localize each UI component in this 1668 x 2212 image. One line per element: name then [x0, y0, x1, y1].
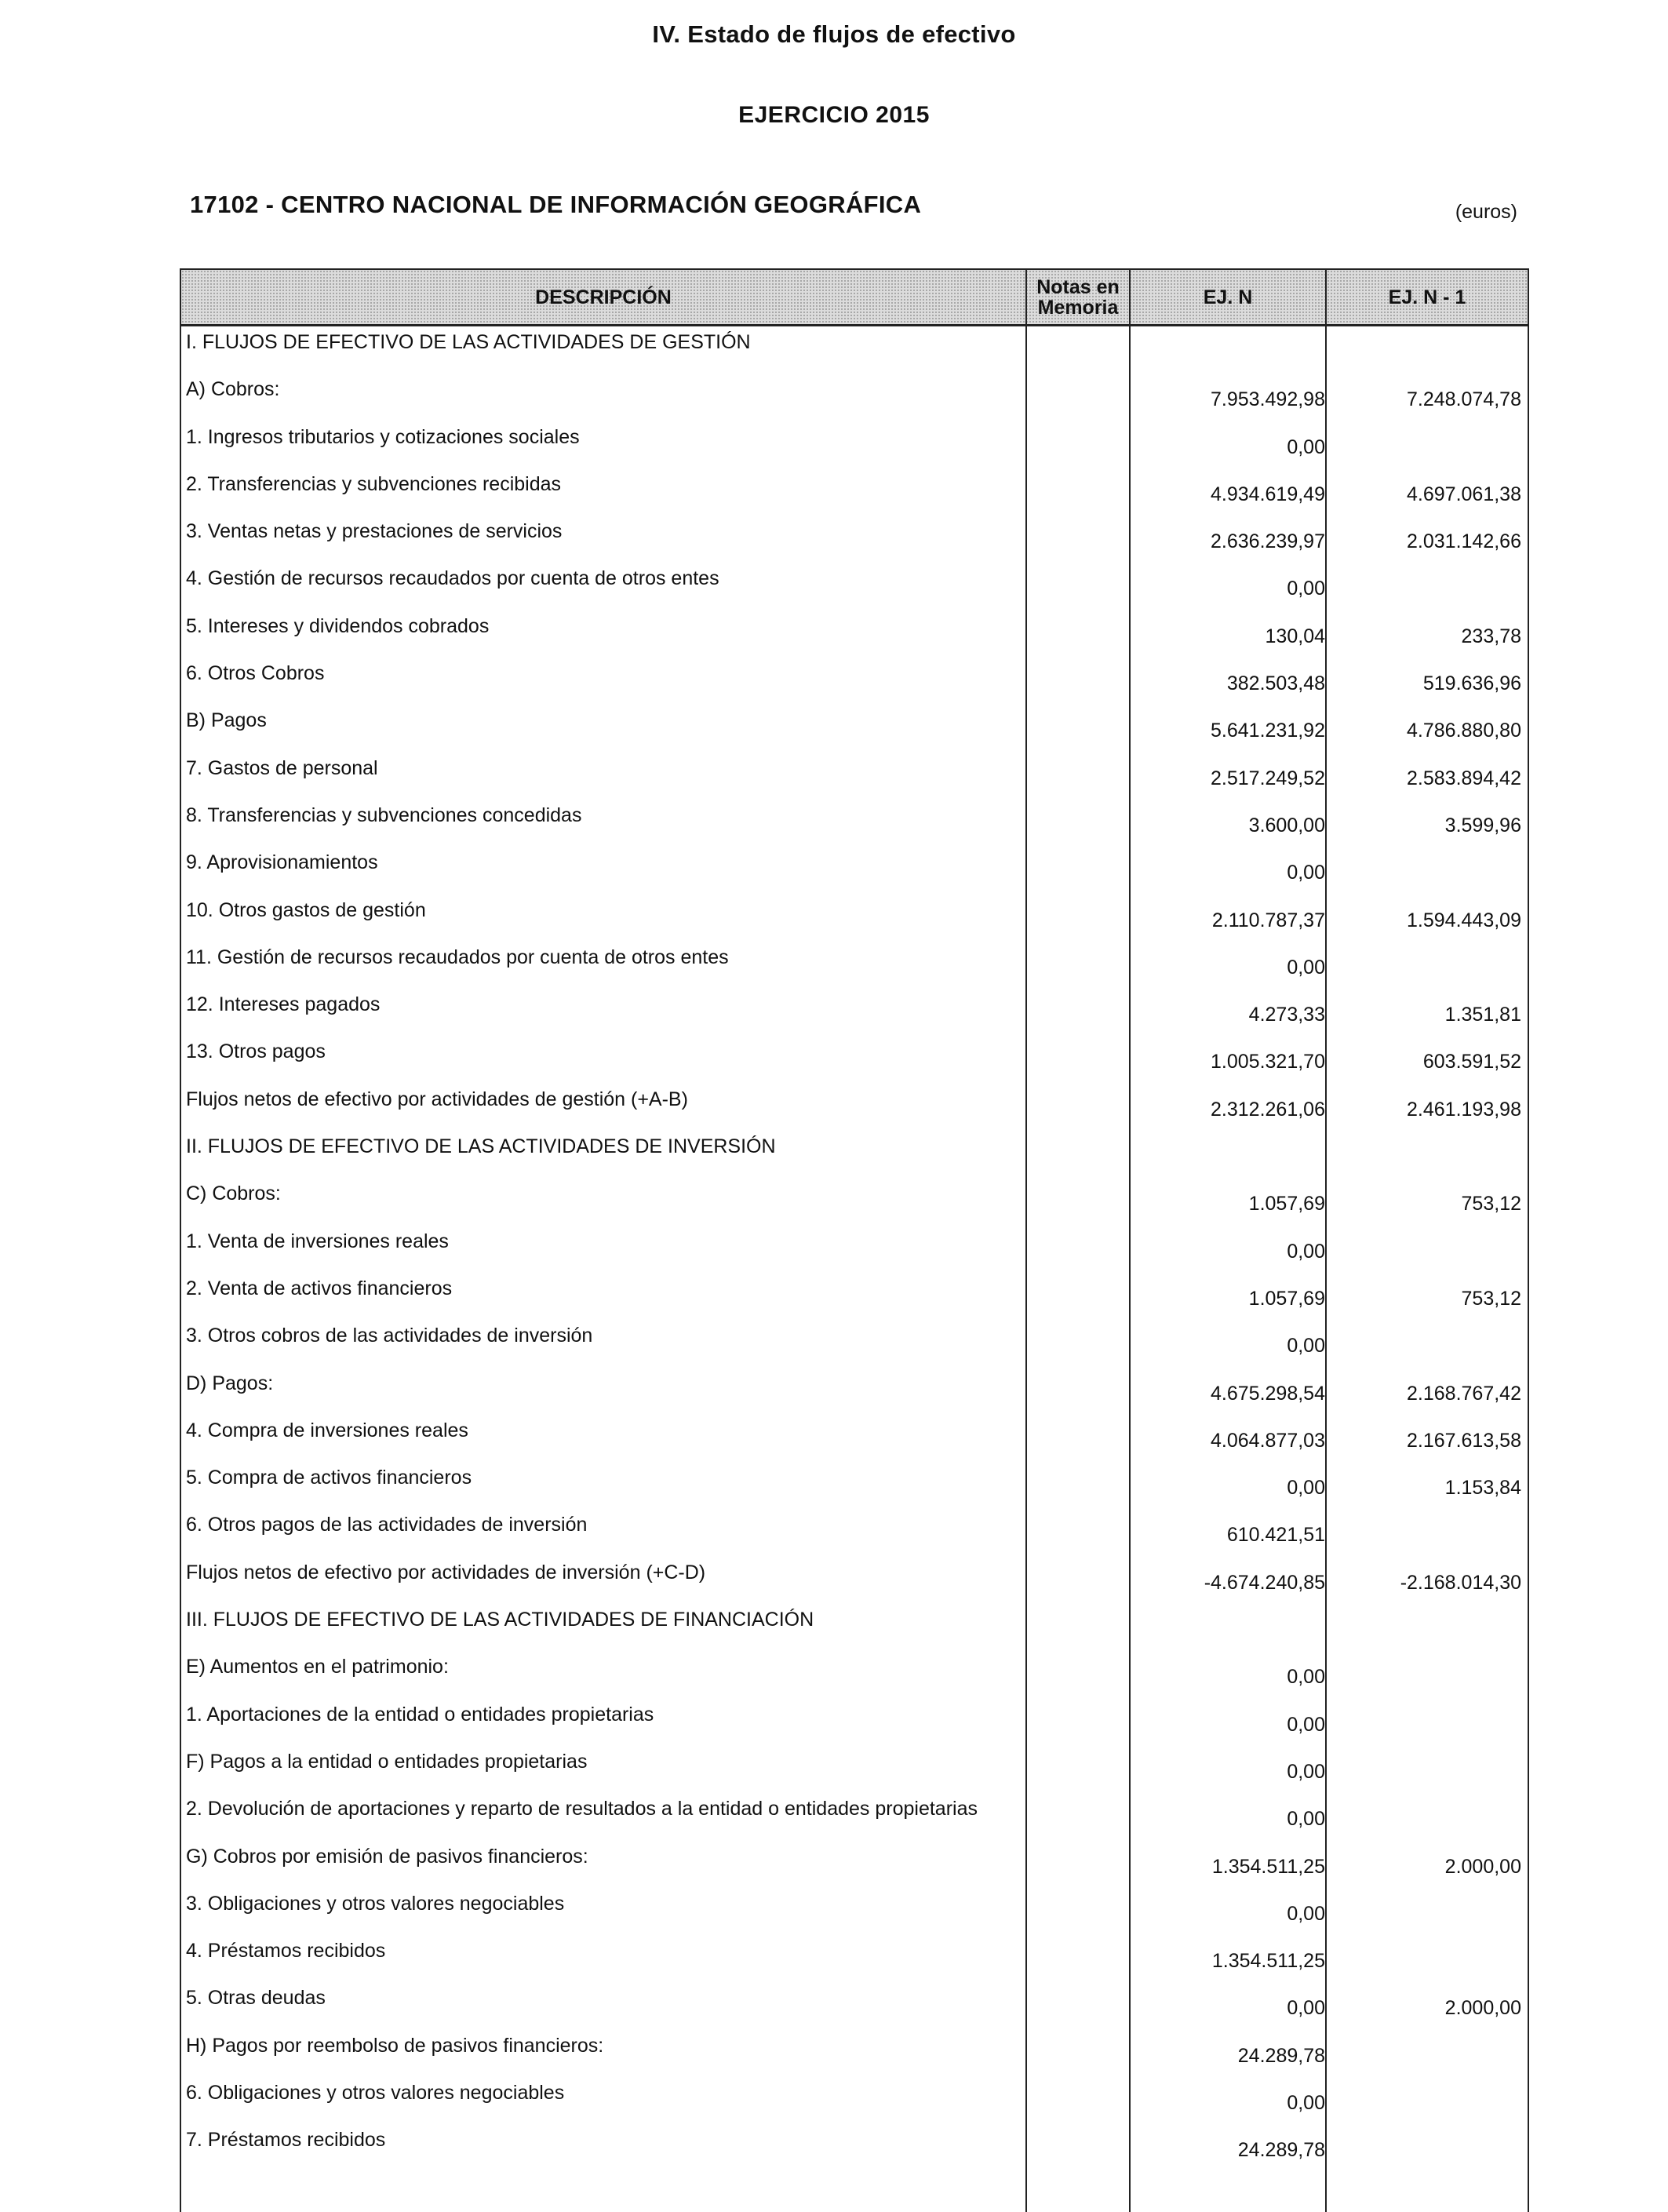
row-previous-year-value: -2.168.014,30 — [1400, 1571, 1521, 1594]
table-row — [181, 1368, 1528, 1415]
currency-units: (euros) — [1455, 201, 1517, 223]
row-description: Flujos netos de efectivo por actividades de inversión (+C-D) — [186, 1561, 706, 1583]
row-previous-year-value: 3.599,96 — [1444, 814, 1521, 836]
row-description: 6. Otros Cobros — [186, 662, 325, 685]
row-current-year-value: 0,00 — [1287, 862, 1325, 884]
header-notes — [1027, 270, 1129, 324]
row-description: III. FLUJOS DE EFECTIVO DE LAS ACTIVIDADES DE FINANCIACIÓN — [186, 1609, 814, 1631]
row-current-year-value: 0,00 — [1287, 2091, 1325, 2114]
row-current-year-value: 0,00 — [1287, 1477, 1325, 1500]
row-previous-year-value: 1.153,84 — [1444, 1477, 1521, 1500]
row-current-year-value: 0,00 — [1287, 956, 1325, 978]
row-description: 2. Transferencias y subvenciones recibidas — [186, 472, 562, 495]
table-row — [181, 1841, 1528, 1888]
table-row — [181, 516, 1528, 563]
row-previous-year-value: 4.786.880,80 — [1407, 720, 1521, 742]
row-description: C) Cobros: — [186, 1183, 281, 1205]
table-row — [181, 1604, 1528, 1651]
table-row — [181, 1462, 1528, 1509]
header-notes-line2: Memoria — [1037, 296, 1119, 319]
row-description: 7. Préstamos recibidos — [186, 2129, 386, 2152]
table-row — [181, 2077, 1528, 2124]
fiscal-year-heading: EJERCICIO 2015 — [738, 102, 930, 128]
row-previous-year-value: 2.583.894,42 — [1407, 767, 1521, 789]
header-description: DESCRIPCIÓN — [535, 286, 672, 308]
row-current-year-value: 382.503,48 — [1226, 672, 1325, 695]
table-row — [181, 421, 1528, 468]
table-body — [181, 326, 1528, 2172]
row-description: II. FLUJOS DE EFECTIVO DE LAS ACTIVIDADES DE INVERSIÓN — [186, 1135, 776, 1158]
row-current-year-value: 610.421,51 — [1226, 1524, 1325, 1547]
row-description: 2. Venta de activos financieros — [186, 1277, 453, 1299]
row-description: Flujos netos de efectivo por actividades de gestión (+A-B) — [186, 1088, 688, 1110]
row-description: I. FLUJOS DE EFECTIVO DE LAS ACTIVIDADES DE GESTIÓN — [186, 331, 751, 353]
row-current-year-value: 1.057,69 — [1248, 1193, 1325, 1215]
row-current-year-value: 7.953.492,98 — [1211, 388, 1325, 411]
row-current-year-value: 0,00 — [1287, 1997, 1325, 2020]
row-current-year-value: 0,00 — [1287, 1240, 1325, 1263]
table-row — [181, 753, 1528, 800]
row-description: H) Pagos por reembolso de pasivos financieros: — [186, 2034, 604, 2057]
page-title: IV. Estado de flujos de efectivo — [652, 20, 1016, 48]
row-previous-year-value: 2.000,00 — [1444, 1855, 1521, 1878]
row-current-year-value: 130,04 — [1265, 625, 1325, 647]
table-row — [181, 1509, 1528, 1556]
row-description: 13. Otros pagos — [186, 1040, 326, 1063]
row-previous-year-value: 1.351,81 — [1444, 1004, 1521, 1026]
row-previous-year-value: 2.167.613,58 — [1407, 1429, 1521, 1452]
row-current-year-value: -4.674.240,85 — [1204, 1571, 1325, 1594]
row-current-year-value: 4.934.619,49 — [1211, 483, 1325, 505]
row-description: F) Pagos a la entidad o entidades propietarias — [186, 1750, 588, 1773]
row-previous-year-value: 2.461.193,98 — [1407, 1098, 1521, 1121]
row-current-year-value: 0,00 — [1287, 1760, 1325, 1783]
row-description: 4. Préstamos recibidos — [186, 1940, 386, 1962]
row-current-year-value: 2.517.249,52 — [1211, 767, 1325, 789]
row-current-year-value: 0,00 — [1287, 1666, 1325, 1689]
header-previous-year: EJ. N - 1 — [1388, 286, 1466, 308]
row-description: 2. Devolución de aportaciones y reparto de resultados a la entidad o entidades propietarias — [186, 1798, 978, 1820]
row-previous-year-value: 2.168.767,42 — [1407, 1382, 1521, 1405]
row-previous-year-value: 233,78 — [1461, 625, 1521, 647]
row-current-year-value: 1.354.511,25 — [1211, 1855, 1325, 1878]
table-row — [181, 658, 1528, 705]
row-current-year-value: 24.289,78 — [1237, 2044, 1325, 2067]
row-description: 3. Otros cobros de las actividades de inversión — [186, 1325, 593, 1347]
row-description: 12. Intereses pagados — [186, 993, 381, 1016]
row-current-year-value: 0,00 — [1287, 1902, 1325, 1925]
row-current-year-value: 0,00 — [1287, 1713, 1325, 1736]
row-description: D) Pagos: — [186, 1372, 274, 1394]
table-row — [181, 1557, 1528, 1604]
table-row — [181, 1982, 1528, 2029]
row-previous-year-value: 519.636,96 — [1422, 672, 1521, 695]
table-row — [181, 847, 1528, 894]
row-description: 1. Ingresos tributarios y cotizaciones sociales — [186, 425, 580, 448]
row-description: 3. Ventas netas y prestaciones de servicios — [186, 520, 563, 543]
row-current-year-value: 3.600,00 — [1248, 814, 1325, 836]
table-row — [181, 1888, 1528, 1935]
row-current-year-value: 1.005.321,70 — [1211, 1051, 1325, 1073]
table-row — [181, 1651, 1528, 1698]
row-current-year-value: 24.289,78 — [1237, 2139, 1325, 2162]
row-previous-year-value: 4.697.061,38 — [1407, 483, 1521, 505]
table-row — [181, 1320, 1528, 1367]
table-row — [181, 1131, 1528, 1178]
table-row — [181, 942, 1528, 989]
row-previous-year-value: 7.248.074,78 — [1407, 388, 1521, 411]
table-row — [181, 468, 1528, 516]
table-row — [181, 1746, 1528, 1793]
row-description: 1. Venta de inversiones reales — [186, 1230, 449, 1252]
row-description: B) Pagos — [186, 709, 267, 732]
row-description: 5. Intereses y dividendos cobrados — [186, 614, 490, 637]
row-description: 4. Gestión de recursos recaudados por cuenta de otros entes — [186, 567, 719, 590]
header-notes-line1: Notas en — [1036, 275, 1120, 298]
header-current-year: EJ. N — [1203, 286, 1253, 308]
row-current-year-value: 0,00 — [1287, 578, 1325, 600]
row-previous-year-value: 753,12 — [1461, 1193, 1521, 1215]
row-previous-year-value: 1.594.443,09 — [1407, 909, 1521, 931]
row-previous-year-value: 2.000,00 — [1444, 1997, 1521, 2020]
table-row — [181, 1415, 1528, 1462]
row-current-year-value: 4.064.877,03 — [1211, 1429, 1325, 1452]
row-previous-year-value: 2.031.142,66 — [1407, 530, 1521, 553]
table-row — [181, 2124, 1528, 2171]
row-current-year-value: 0,00 — [1287, 1808, 1325, 1831]
table-row — [181, 1084, 1528, 1131]
row-description: 6. Otros pagos de las actividades de inversión — [186, 1514, 588, 1536]
table-row — [181, 1935, 1528, 1982]
table-row — [181, 1699, 1528, 1746]
row-description: 10. Otros gastos de gestión — [186, 898, 426, 921]
row-description: 8. Transferencias y subvenciones concedidas — [186, 804, 582, 826]
row-description: 11. Gestión de recursos recaudados por cuenta de otros entes — [186, 946, 729, 968]
table-row — [181, 705, 1528, 752]
row-description: 9. Aprovisionamientos — [186, 851, 378, 874]
table-row — [181, 989, 1528, 1036]
row-description: 6. Obligaciones y otros valores negociables — [186, 2081, 565, 2104]
row-current-year-value: 2.312.261,06 — [1211, 1098, 1325, 1121]
row-current-year-value: 1.057,69 — [1248, 1287, 1325, 1310]
entity-name: 17102 - CENTRO NACIONAL DE INFORMACIÓN GEOGRÁFICA — [190, 191, 922, 218]
table-row — [181, 326, 1528, 374]
table-row — [181, 1273, 1528, 1320]
table-row — [181, 563, 1528, 610]
row-current-year-value: 5.641.231,92 — [1211, 720, 1325, 742]
row-description: G) Cobros por emisión de pasivos financieros: — [186, 1845, 588, 1868]
row-current-year-value: 2.636.239,97 — [1211, 530, 1325, 553]
row-current-year-value: 4.273,33 — [1248, 1004, 1325, 1026]
row-current-year-value: 0,00 — [1287, 1335, 1325, 1357]
row-description: 7. Gastos de personal — [186, 756, 378, 779]
row-current-year-value: 1.354.511,25 — [1211, 1950, 1325, 1973]
table-row — [181, 1178, 1528, 1225]
row-description: 1. Aportaciones de la entidad o entidades propietarias — [186, 1703, 654, 1726]
row-description: 3. Obligaciones y otros valores negociables — [186, 1892, 565, 1915]
row-current-year-value: 2.110.787,37 — [1211, 909, 1325, 931]
table-row — [181, 800, 1528, 847]
row-previous-year-value: 753,12 — [1461, 1287, 1521, 1310]
row-description: 5. Otras deudas — [186, 1987, 326, 2010]
table-row — [181, 374, 1528, 421]
row-description: A) Cobros: — [186, 378, 280, 401]
table-row — [181, 895, 1528, 942]
row-previous-year-value: 603.591,52 — [1422, 1051, 1521, 1073]
row-current-year-value: 0,00 — [1287, 435, 1325, 458]
table-row — [181, 1036, 1528, 1083]
table-row — [181, 1226, 1528, 1273]
table-row — [181, 610, 1528, 658]
row-description: E) Aumentos en el patrimonio: — [186, 1656, 449, 1678]
row-description: 4. Compra de inversiones reales — [186, 1419, 468, 1441]
row-description: 5. Compra de activos financieros — [186, 1467, 472, 1489]
table-row — [181, 1793, 1528, 1840]
row-current-year-value: 4.675.298,54 — [1211, 1382, 1325, 1405]
cash-flow-table — [180, 268, 1529, 2212]
table-row — [181, 2030, 1528, 2077]
